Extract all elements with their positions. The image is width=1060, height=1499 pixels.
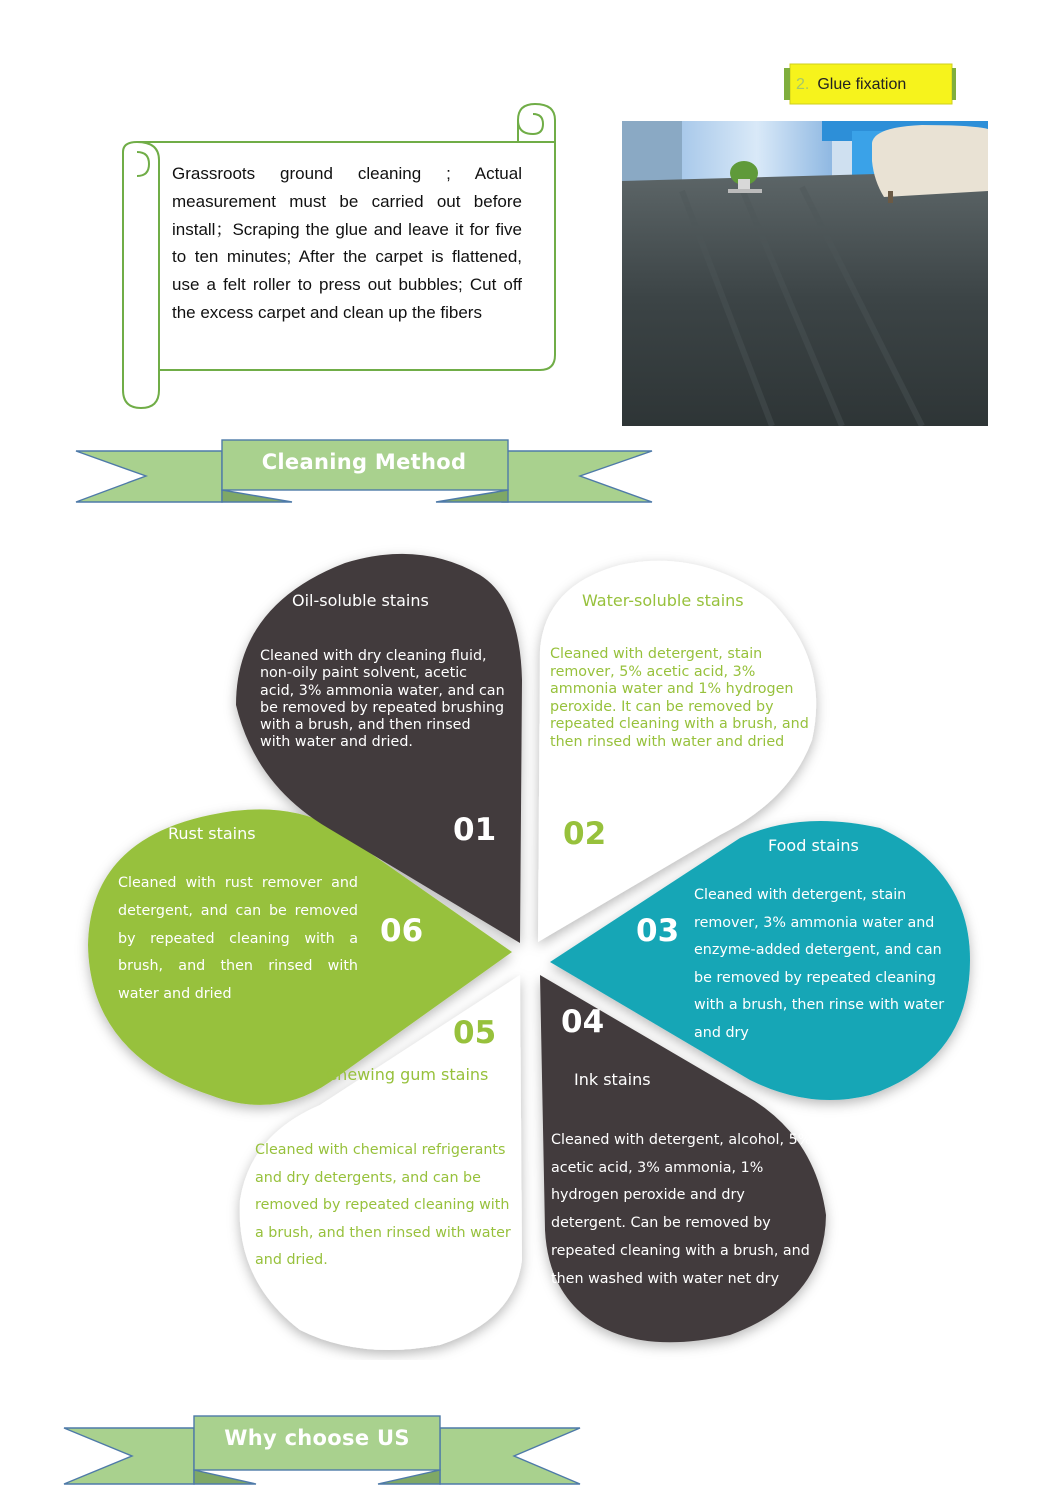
glue-fixation-number: 2. — [796, 76, 810, 93]
petal-03-number: 03 — [636, 913, 680, 949]
petal-03-title: Food stains — [768, 836, 859, 855]
petal-05-title: Chewing gum stains — [326, 1065, 489, 1084]
petal-05-body: Cleaned with chemical refrigerants and dry detergents, and can be removed by repeated cleaning with a brush, and then rinsed with water and dried. — [255, 1142, 511, 1269]
petal-02-number: 02 — [563, 816, 607, 852]
cleaning-method-title: Cleaning Method — [261, 450, 467, 474]
petal-02-title: Water-soluble stains — [582, 591, 744, 610]
petal-04-number: 04 — [561, 1004, 605, 1040]
petal-01-number: 01 — [453, 812, 497, 848]
petal-01-title: Oil-soluble stains — [292, 591, 429, 610]
petal-04-title: Ink stains — [574, 1070, 651, 1089]
why-choose-us-banner — [60, 1414, 584, 1486]
petal-06-number: 06 — [380, 913, 424, 949]
petal-06-body: Cleaned with rust remover and detergent, and can be removed by repeated cleaning with a brush, and then rinsed with water and dried — [118, 875, 358, 1003]
installation-instructions: Grassroots ground cleaning ; Actual measurement must be carried out before install；Scraping the glue and leave it for five to ten minutes; After the carpet is flattened, use a felt roller to press out bubbles; Cut off the excess carpet and clean up the fibers — [172, 164, 522, 322]
petal-06-title: Rust stains — [168, 824, 256, 843]
petal-05-number: 05 — [453, 1015, 497, 1051]
why-choose-us-title: Why choose US — [224, 1426, 410, 1450]
petal-01-body: Cleaned with dry cleaning fluid, non-oily paint solvent, acetic acid, 3% ammonia water, and can be removed by repeated brushing with a brush, and then rinsed with water and dried. — [260, 648, 505, 751]
glue-fixation-text: Glue fixation — [817, 76, 907, 93]
glue-fixation-label — [796, 76, 906, 94]
carpet-room-photo — [622, 121, 988, 426]
petal-03-body: Cleaned with detergent, stain remover, 3% ammonia water and enzyme-added detergent, and can be removed by repeated cleaning with a brush, then rinse with water and dry — [694, 887, 945, 1041]
petal-02-body: Cleaned with detergent, stain remover, 5% acetic acid, 3% ammonia water and 1% hydrogen peroxide. It can be removed by repeated cleaning with a brush, and then rinsed with water and dried — [550, 646, 809, 750]
petal-04-body: Cleaned with detergent, alcohol, 5% acetic acid, 3% ammonia, 1% hydrogen peroxide and dry detergent. Can be removed by repeated cleaning with a brush, and then washed with water net dry — [551, 1132, 812, 1287]
